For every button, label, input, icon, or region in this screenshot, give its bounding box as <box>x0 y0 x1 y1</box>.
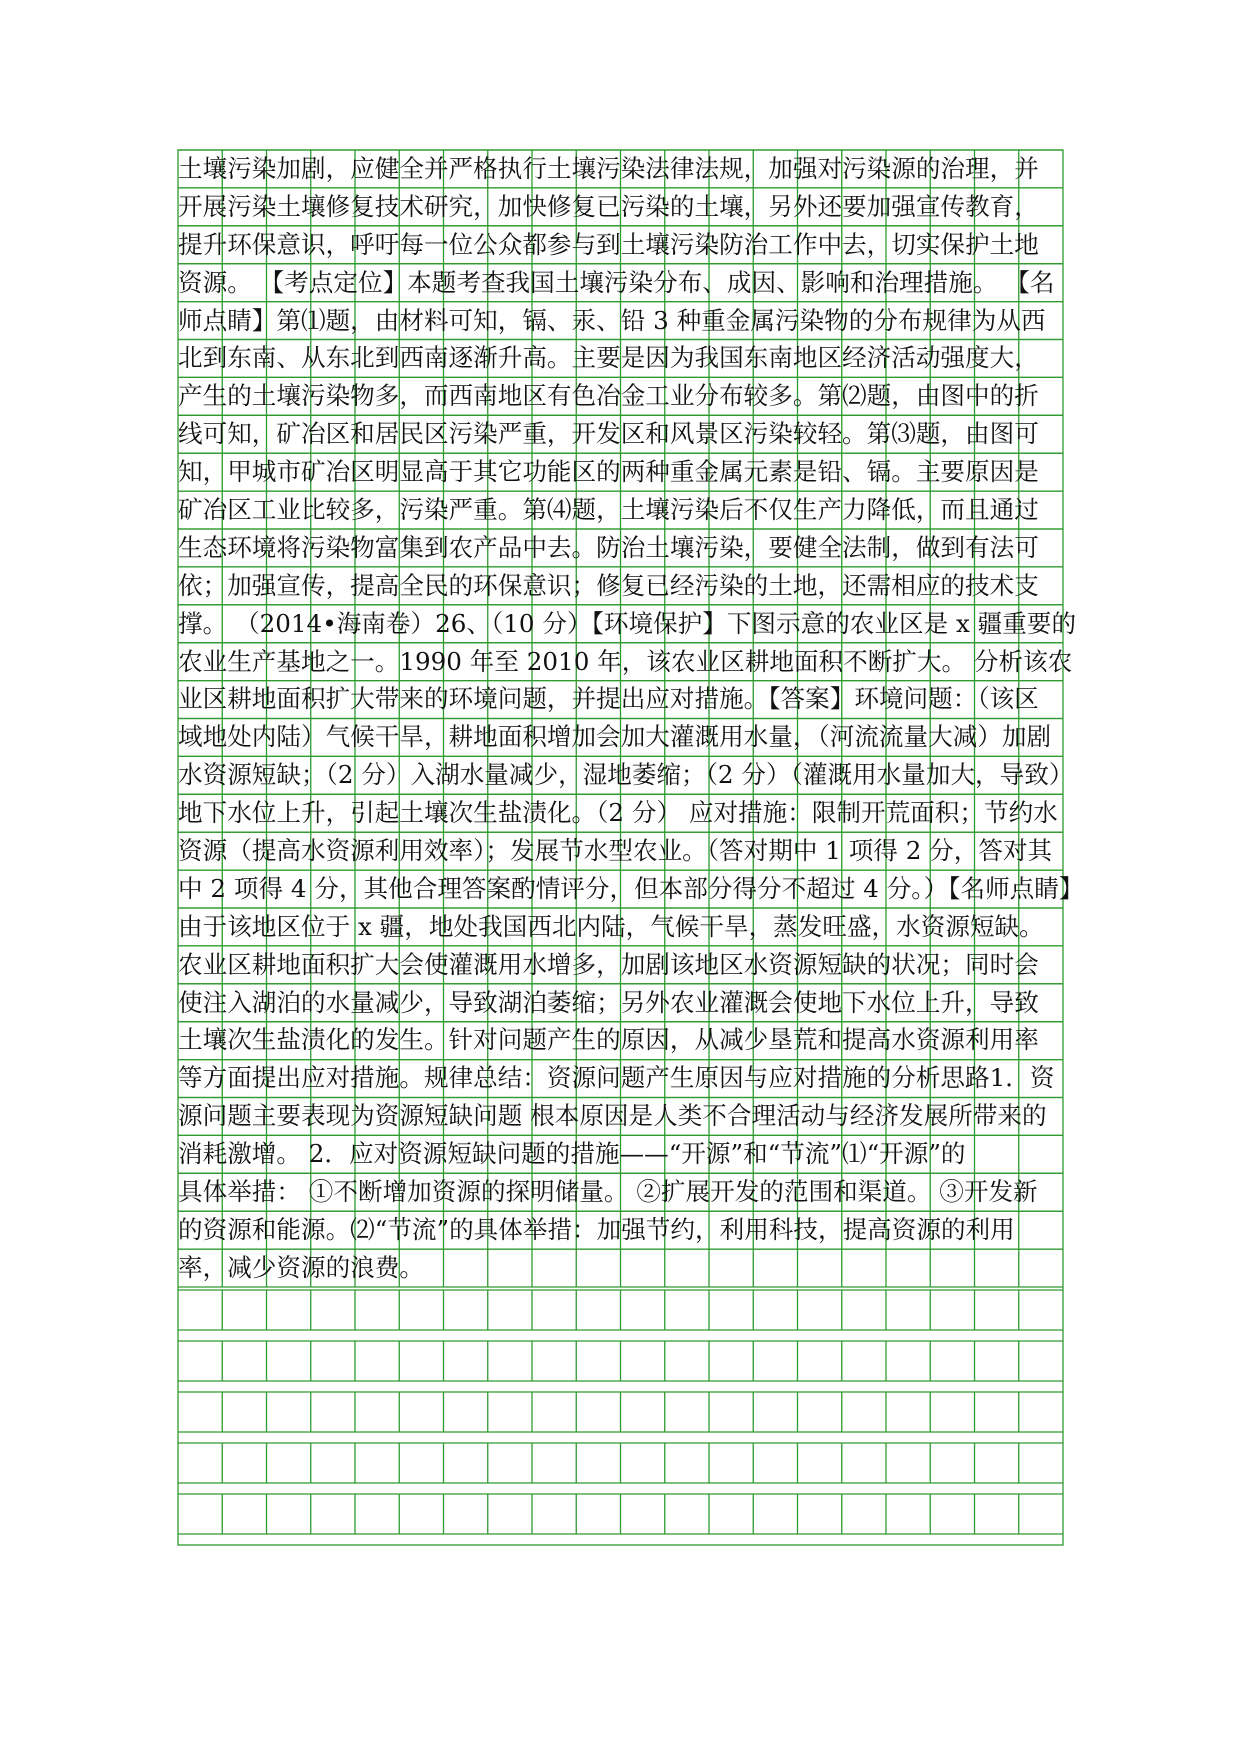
text-line: 农业生产基地之一。1990 年至 2010 年，该农业区耕地面积不断扩大。 分析该农 <box>178 646 1073 676</box>
text-line: 具体举措： ①不断增加资源的探明储量。 ②扩展开发的范围和渠道。 ③开发新 <box>178 1177 1038 1207</box>
text-line: 的资源和能源。⑵“节流”的具体举措：加强节约，利用科技，提高资源的利用 <box>178 1214 1015 1244</box>
text-line: 生态环境将污染物富集到农产品中去。防治土壤污染，要健全法制，做到有法可 <box>178 532 1039 562</box>
text-line: 等方面提出应对措施。规律总结：资源问题产生原因与应对措施的分析思路1．资 <box>178 1063 1055 1093</box>
text-line: 源问题主要表现为资源短缺问题 根本原因是人类不合理活动与经济发展所带来的 <box>178 1101 1047 1131</box>
text-line: 率，减少资源的浪费。 <box>178 1252 424 1282</box>
text-line: 地下水位上升，引起土壤次生盐渍化。（2 分） 应对措施：限制开荒面积；节约水 <box>178 798 1058 828</box>
text-line: 水资源短缺；（2 分）入湖水量减少，湿地萎缩；（2 分）（灌溉用水量加大，导致） <box>178 760 1074 790</box>
text-line: 资源（提高水资源利用效率）；发展节水型农业。（答对期中 1 项得 2 分，答对其 <box>178 836 1053 866</box>
text-line: 线可知，矿冶区和居民区污染严重，开发区和风景区污染较轻。第⑶题，由图可 <box>178 419 1039 449</box>
text-line: 师点睛】第⑴题，由材料可知，镉、汞、铅 3 种重金属污染物的分布规律为从西 <box>178 305 1046 335</box>
text-line: 消耗激增。 2．应对资源短缺问题的措施——“开源”和“节流”⑴“开源”的 <box>178 1139 966 1169</box>
text-line: 知，甲城市矿冶区明显高于其它功能区的两种重金属元素是铅、镉。主要原因是 <box>178 457 1039 487</box>
text-line: 中 2 项得 4 分，其他合理答案酌情评分，但本部分得分不超过 4 分。）【名师点睛】 <box>178 873 1084 903</box>
text-line: 产生的土壤污染物多，而西南地区有色冶金工业分布较多。第⑵题，由图中的折 <box>178 381 1039 411</box>
text-line: 依；加强宣传，提高全民的环保意识；修复已经污染的土地，还需相应的技术支 <box>178 570 1039 600</box>
text-line: 矿冶区工业比较多，污染严重。第⑷题，土壤污染后不仅生产力降低，而且通过 <box>178 495 1039 525</box>
text-line: 农业区耕地面积扩大会使灌溉用水增多，加剧该地区水资源短缺的状况；同时会 <box>178 949 1039 979</box>
text-line: 资源。 【考点定位】本题考查我国土壤污染分布、成因、影响和治理措施。 【名 <box>178 267 1055 297</box>
essay-text <box>178 150 1084 1287</box>
text-line: 业区耕地面积扩大带来的环境问题，并提出应对措施。【答案】环境问题：（该区 <box>178 684 1039 714</box>
text-line: 北到东南、从东北到西南逐渐升高。主要是因为我国东南地区经济活动强度大， <box>178 343 1039 373</box>
text-line: 撑。 （2014•海南卷）26、（10 分）【环境保护】下图示意的农业区是 x 疆重要的 <box>178 608 1077 638</box>
text-line: 土壤污染加剧，应健全并严格执行土壤污染法律法规，加强对污染源的治理，并 <box>178 154 1039 183</box>
text-line: 使注入湖泊的水量减少，导致湖泊萎缩；另外农业灌溉会使地下水位上升，导致 <box>178 987 1039 1017</box>
text-line: 由于该地区位于 x 疆，地处我国西北内陆，气候干旱，蒸发旺盛，水资源短缺。 <box>178 911 1044 941</box>
text-line: 域地处内陆）气候干旱，耕地面积增加会加大灌溉用水量，（河流流量大减）加剧 <box>178 722 1052 752</box>
text-line: 土壤次生盐渍化的发生。针对问题产生的原因，从减少垦荒和提高水资源利用率 <box>178 1025 1039 1055</box>
text-line: 提升环保意识，呼吁每一位公众都参与到土壤污染防治工作中去，切实保护土地 <box>178 229 1039 259</box>
text-line: 开展污染土壤修复技术研究，加快修复已污染的土壤，另外还要加强宣传教育， <box>178 191 1039 221</box>
